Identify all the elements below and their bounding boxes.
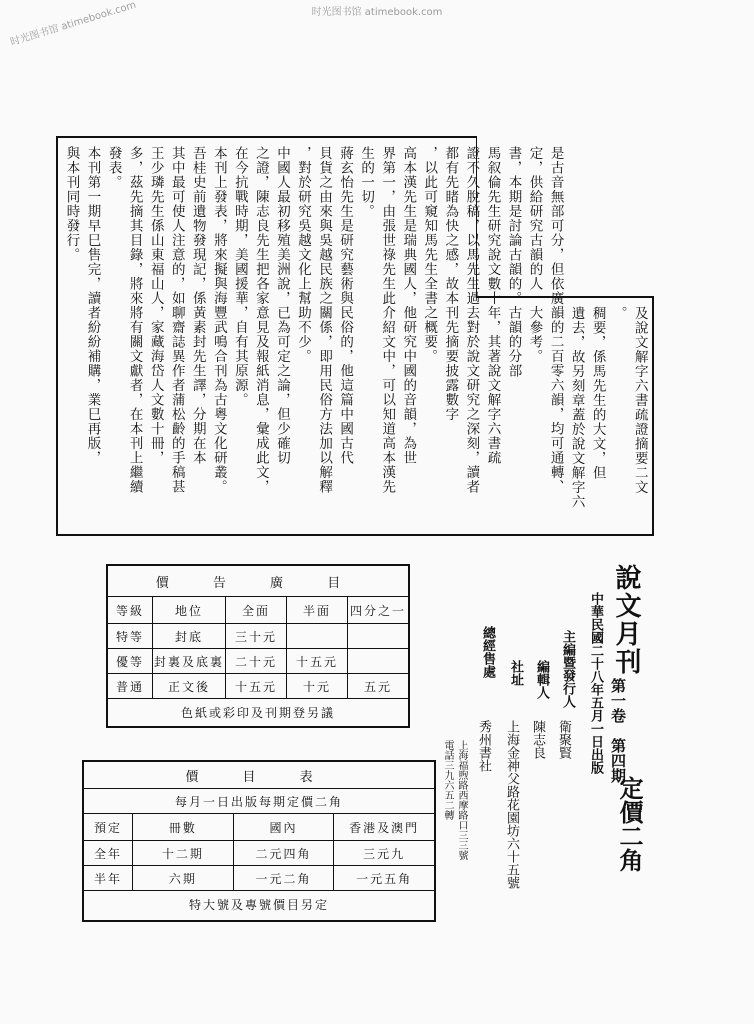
notice-column: 與本刊同時發行。 <box>63 146 80 262</box>
notice-column: 馬叙倫先生研究說文數十年，其著說文解字六書疏 <box>484 146 501 465</box>
table-cell: 香港及澳門 <box>333 814 434 840</box>
border <box>56 136 58 536</box>
notice-column: 本刊第一期早巳售完，讀者紛紛補購，業巳再版， <box>84 146 101 465</box>
role-value: 陳志良 <box>530 720 545 759</box>
table-cell: 十元 <box>286 674 347 698</box>
table-title: 價 告 廣 目 <box>155 575 361 591</box>
border <box>652 296 654 536</box>
table-footer: 特大號及專號價目另定 <box>188 897 329 912</box>
table-cell: 二元四角 <box>233 841 334 865</box>
role-value: 秀州書社 <box>476 720 491 772</box>
notice-column: 發表。 <box>105 146 122 190</box>
table-cell: 一元二角 <box>233 866 334 890</box>
notice-column: 之證，陳志良先生把各家意見及報紙消息，彙成此文， <box>252 146 269 494</box>
role-label: 編輯人 <box>534 660 549 699</box>
table-cell: 冊數 <box>132 814 233 840</box>
price: 定價二角 <box>615 776 644 872</box>
table-cell <box>286 624 347 648</box>
table-cell: 預定 <box>93 820 122 835</box>
address: 上海福煦路西摩路口三三號 <box>456 740 467 860</box>
table-cell: 正文後 <box>152 674 225 698</box>
notice-column: 蔣玄怡先生是研究藝術與民俗的，他這篇中國古代 <box>337 146 354 465</box>
role-label: 主編暨發行人 <box>560 630 575 708</box>
table-cell: 封底 <box>152 624 225 648</box>
table-cell: 十五元 <box>225 674 286 698</box>
notice-column: 在今抗戰時期，美國援華，自有其原源。 <box>231 146 248 407</box>
notice-column: 書，本期是討論古韻的。古韻的分部 <box>505 146 522 378</box>
editor-notice <box>56 136 654 536</box>
watermark-top: 时光图书馆 atimebook.com <box>311 7 443 18</box>
phone: 電話三九六五二轉 <box>442 740 453 820</box>
notice-column: ，對於研究吳越文化上幫助不少。 <box>295 146 312 364</box>
role-label: 總經售處 <box>480 626 495 678</box>
table-cell <box>347 624 408 648</box>
journal-title: 說文月刊 <box>611 564 641 676</box>
notice-column: 高本漢先生是瑞典國人，他研究中國的音韻，為世 <box>400 146 417 465</box>
table-cell: 全面 <box>225 597 286 623</box>
border <box>56 136 476 138</box>
advertising-price-table <box>106 564 410 728</box>
watermark-left: 时光图书馆 atimebook.com <box>9 0 138 49</box>
table-head: 每月一日出版每期定價二角 <box>174 794 343 809</box>
table-cell: 等級 <box>115 603 144 618</box>
table-cell: 優等 <box>115 654 144 669</box>
table-cell: 五元 <box>347 674 408 698</box>
notice-column: 都有先睹為快之感，故本刊先摘要披露數字 <box>442 146 459 422</box>
notice-columns <box>64 146 646 526</box>
volume-issue: 第一卷 第四期 <box>609 678 627 783</box>
table-cell <box>347 649 408 673</box>
table-cell: 四分之一 <box>347 597 408 623</box>
table-cell: 六期 <box>132 866 233 890</box>
table-cell: 地位 <box>152 597 225 623</box>
notice-column: 本刊上發表，將來擬與海豐武鳴合刊為古粵文化研叢。 <box>210 146 227 494</box>
border <box>56 534 654 536</box>
notice-column: 王少璘先生係山東福山人，家藏海岱人文數十冊， <box>147 146 164 465</box>
table-cell: 十二期 <box>132 841 233 865</box>
notice-column: 遺去，故另刻章蓋於說文解字六 <box>568 306 585 509</box>
publish-date: 中華民國二十八年五月一日出版 <box>588 592 603 774</box>
notice-column: 。 <box>610 306 627 321</box>
role-value: 衛聚賢 <box>556 720 571 759</box>
notice-column: 是古音無部可分，但依廣韻的二百零六韻，均可通轉、 <box>547 146 564 494</box>
notice-column: 多，茲先摘其目錄，將來將有關文獻者，在本刊上繼續 <box>126 146 143 494</box>
table-cell: 一元五角 <box>333 866 434 890</box>
notice-column: 證不久脫稿，以馬先生過去對於說文研究之深刻，讀者 <box>463 146 480 494</box>
notice-column: 定，供給研究古韻的人一大參考。 <box>526 146 543 364</box>
table-cell: 全年 <box>93 846 122 861</box>
role-value: 上海金神父路花園坊六十五號 <box>504 720 519 889</box>
table-cell: 封裏及底裏 <box>152 649 225 673</box>
notice-column: 中國人最初移殖美洲說，已為可定之論，但少確切 <box>273 146 290 465</box>
notice-column: 貝貨之由來與吳越民族之關係，即用民俗方法加以解釋 <box>316 146 333 494</box>
table-cell: 特等 <box>115 629 144 644</box>
table-cell: 三元九 <box>333 841 434 865</box>
notice-column: 及說文解字六書疏證摘要二文 <box>631 306 648 495</box>
table-cell: 二十元 <box>225 649 286 673</box>
notice-column: 稠要，係馬先生的大文，但 <box>589 306 606 480</box>
notice-column: 生的一切。 <box>358 146 375 219</box>
colophon <box>440 560 644 890</box>
notice-column: 吾桂史前遺物發現記，係黃素封先生譯，分期在本 <box>189 146 206 465</box>
table-cell: 十五元 <box>286 649 347 673</box>
notice-column: ，以此可窺知馬先生全書之概要。 <box>421 146 438 364</box>
table-cell: 國內 <box>233 814 334 840</box>
table-title: 價 目 表 <box>185 769 333 785</box>
table-cell: 三十元 <box>225 624 286 648</box>
table-footer: 色紙或彩印及刊期登另議 <box>180 705 335 720</box>
table-cell: 半年 <box>93 871 122 886</box>
subscription-price-table <box>82 760 436 922</box>
notice-column: 其中最可使人注意的，如聊齋誌異作者蒲松齡的手稿甚 <box>168 146 185 494</box>
role-label: 社址 <box>508 660 523 686</box>
notice-column: 界第一，由張世祿先生此介紹文中，可以知道高本漢先 <box>379 146 396 494</box>
table-cell: 普通 <box>115 679 144 694</box>
table-cell: 半面 <box>286 597 347 623</box>
